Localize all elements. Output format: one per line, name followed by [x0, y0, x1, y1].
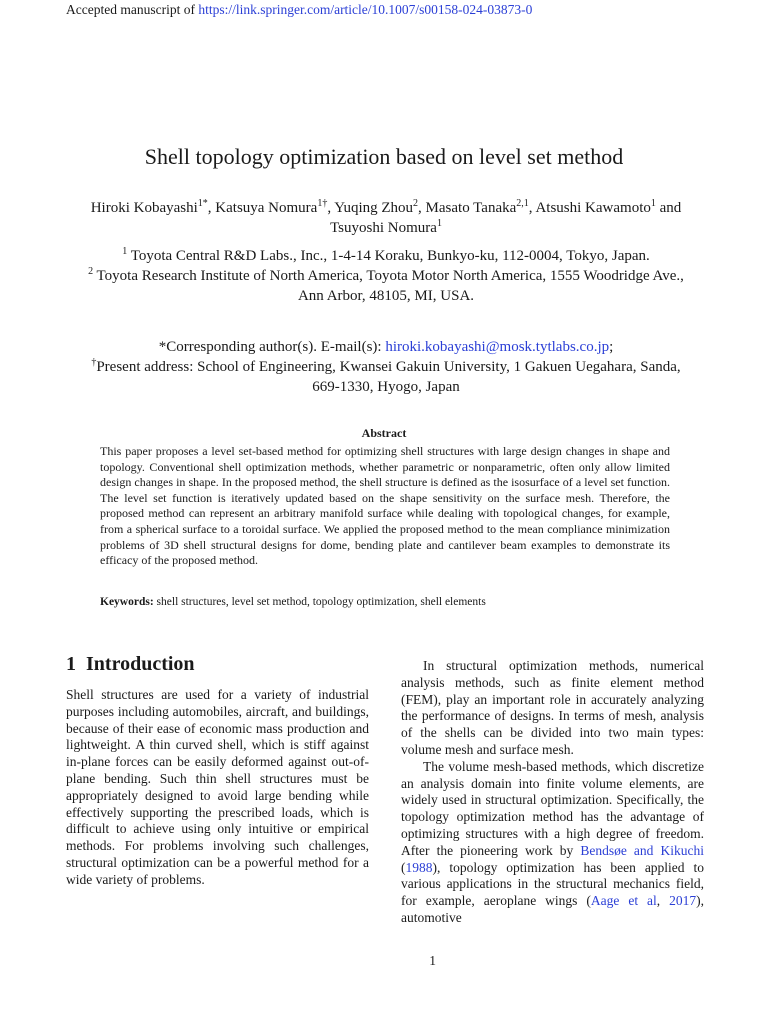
author-affil-mark: 2,1	[516, 198, 529, 209]
affiliation-text: Toyota Central R&D Labs., Inc., 1-4-14 Koraku, Bunkyo-ku, 112-0004, Tokyo, Japan.	[127, 248, 650, 264]
email-link[interactable]: hiroki.kobayashi@mosk.tytlabs.co.jp	[385, 339, 610, 355]
affil-mark: 1	[122, 246, 128, 257]
affil-mark: 2	[88, 266, 94, 277]
paper-title: Shell topology optimization based on level set method	[144, 144, 624, 169]
author-name: , Yuqing Zhou	[327, 200, 414, 216]
author-affil-mark: 1†	[317, 198, 328, 209]
paragraph-text: The volume mesh-based methods, which discretize an analysis domain into finite volume elements, are widely used in structural optimization. Specifically, the topology optimization method has the advantage of optimizing structures with a high degree of freedom. After the pioneering work by	[401, 758, 704, 858]
author-name: and Tsuyoshi Nomura	[330, 200, 682, 236]
corr-label: *Corresponding author(s). E-mail(s):	[158, 339, 386, 355]
affiliation-1	[86, 246, 686, 266]
affiliation-text: Toyota Research Institute of North America, Toyota Motor North America, 1555 Woodridge Ave., Ann Arbor, 48105, MI, USA.	[93, 268, 684, 304]
author-name: , Atsushi Kawamoto	[528, 200, 651, 216]
abstract-text: This paper proposes a level set-based method for optimizing shell structures with large design changes in shape and topology. Conventional shell optimization methods, whether parametric or nonparametric, often only allow limited design changes in shape. In the proposed method, the shell structure is defined as the isosurface of a level set function. The level set function is iteratively updated based on the shape sensitivity on the surface mesh. Therefore, the proposed method can represent an arbitrary manifold surface while dealing with topological changes, for example, from a spherical surface to a toroidal surface. We applied the proposed method to the mean compliance minimization problems of 3D shell structural designs for dome, bending plate and cantilever beam examples to demonstrate its efficacy of the proposed method.	[100, 444, 670, 568]
author-name: Hiroki Kobayashi	[90, 200, 198, 216]
paragraph	[401, 759, 704, 927]
section-number: 1	[66, 653, 76, 675]
page-number: 1	[429, 953, 436, 968]
manuscript-header	[66, 2, 532, 18]
citation-year-link[interactable]: 1988	[405, 859, 433, 875]
author-affil-mark: 1*	[197, 198, 208, 209]
dagger-mark: †	[91, 357, 97, 368]
article-link[interactable]: https://link.springer.com/article/10.1007/s00158-024-03873-0	[198, 2, 533, 17]
abstract-heading: Abstract	[361, 426, 407, 440]
present-address-text: Present address: School of Engineering, Kwansei Gakuin University, 1 Gakuen Uegahara, Sanda, 669-1330, Hyogo, Japan	[96, 359, 681, 395]
paragraph-text: ,	[656, 893, 670, 909]
citation-link[interactable]: Aage et al	[590, 893, 657, 909]
author-list	[86, 198, 686, 238]
author-affil-mark: 1	[436, 218, 442, 229]
paragraph-text: (	[401, 859, 406, 875]
affiliations	[86, 246, 686, 306]
author-affil-mark: 2	[413, 198, 419, 209]
present-address	[76, 357, 696, 397]
left-column	[66, 687, 369, 889]
keywords-text: shell structures, level set method, topology optimization, shell elements	[153, 596, 486, 608]
paragraph-text: ), topology optimization has been applied to various applications in the structural mechanics field, for example, aeroplane wings (	[401, 859, 704, 909]
section-title: Introduction	[86, 653, 195, 675]
keywords	[100, 596, 486, 608]
paragraph: Shell structures are used for a variety of industrial purposes including automobiles, aircraft, and buildings, because of their ease of economic mass production and lightweight. A thin curved shell, which is stiff against in-plane forces can be easily deformed against out-of-plane bending. Such thin shell structures must be appropriately designed to avoid large bending while effectively supporting the prescribed loads, which is difficult to achieve using only intuitive or empirical methods. For problems involving such challenges, structural optimization can be a powerful method for a wide variety of problems.	[66, 687, 369, 887]
affiliation-2	[86, 266, 686, 306]
citation-year-link[interactable]: 2017	[669, 893, 697, 909]
corr-suffix: ;	[609, 339, 614, 355]
author-name: , Masato Tanaka	[418, 200, 517, 216]
header-prefix: Accepted manuscript of	[66, 2, 199, 17]
citation-link[interactable]: Bendsøe and Kikuchi	[580, 842, 704, 858]
corresponding-author	[76, 337, 696, 357]
paragraph: In structural optimization methods, numerical analysis methods, such as finite element method (FEM), play an important role in accurately analyzing the performance of designs. In terms of mesh, analysis of the shells can be divided into two main types: volume mesh and surface mesh.	[401, 658, 704, 757]
right-column	[401, 658, 704, 927]
paragraph-text: ), automotive	[401, 893, 705, 925]
author-name: , Katsuya Nomura	[207, 200, 318, 216]
section-heading	[66, 653, 195, 676]
author-affil-mark: 1	[650, 198, 656, 209]
keywords-label: Keywords:	[100, 596, 154, 608]
correspondence	[76, 337, 696, 397]
